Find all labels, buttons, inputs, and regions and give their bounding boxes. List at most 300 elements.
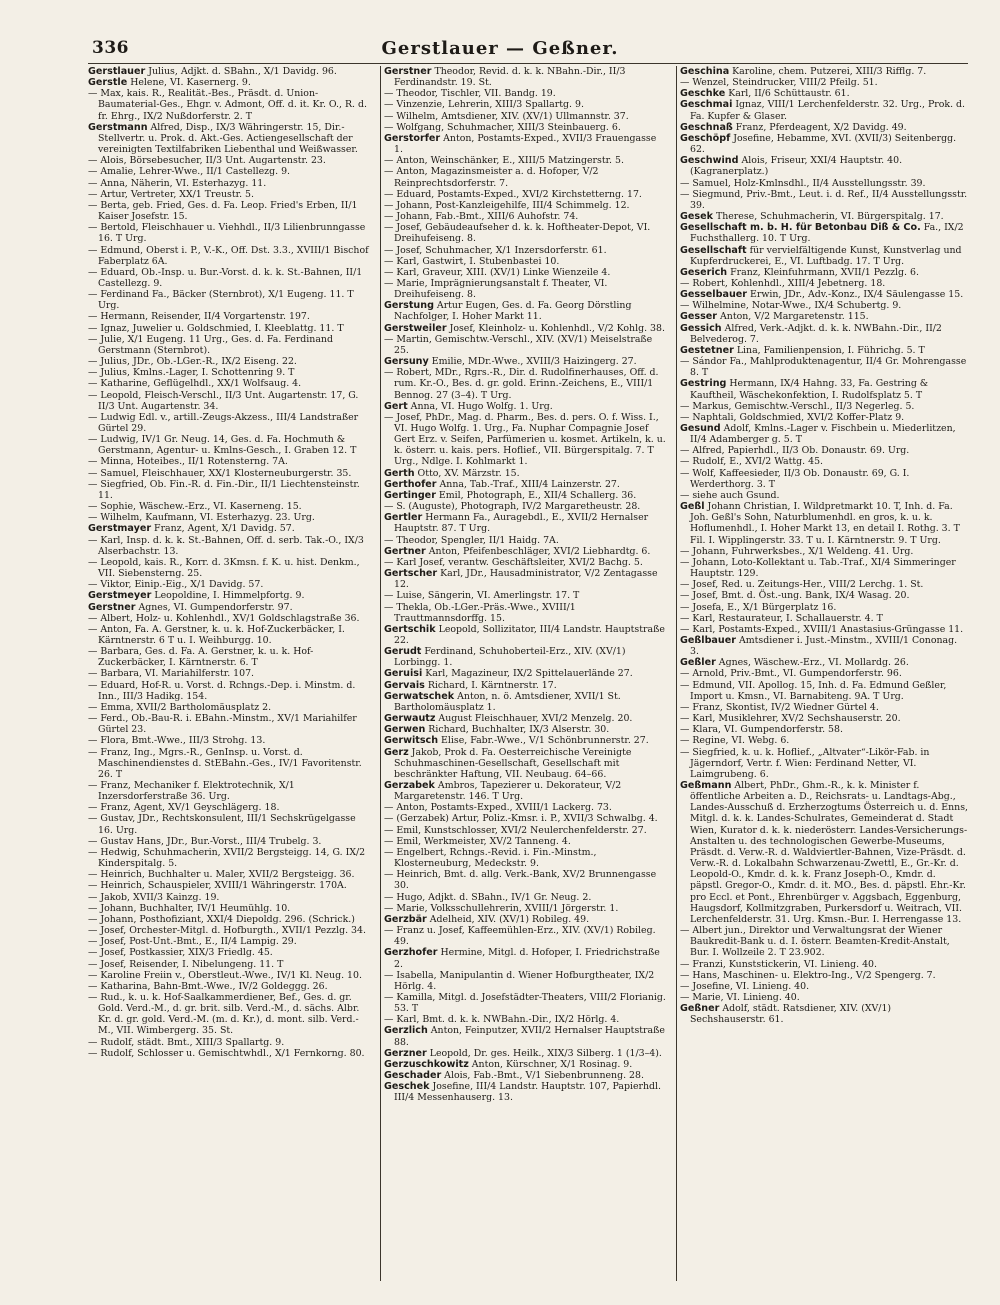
directory-entry [88,579,370,590]
entry-surname: Gertner [384,545,426,557]
entry-surname: Geßner [680,1003,720,1015]
entry-text: Franz, Agent, X/1 Davidg. 57. [151,523,295,535]
entry-text: Alois, Fab.-Bmt., V/1 Siebenbrunneng. 28. [441,1070,644,1082]
directory-entry [88,936,370,947]
entry-text: — Max, kais. R., Realität.-Bes., Präsdt. d. Union-Baumaterial-Ges., Ehgr. v. Admont, Off. d. it. Kr. O., R. d. fr. Ehrg., IX/2 Nußdorferstr. 2. T [88,88,367,122]
entry-text: — Anton, Magazinsmeister a. d. Hofoper, V/2 Reinprechtsdorferstr. 7. [384,166,599,189]
directory-entry [88,200,370,222]
entry-surname: Gerzlich [384,1025,428,1037]
entry-text: — Franz, Agent, XV/1 Geyschlägerg. 18. [88,802,280,814]
directory-entry [384,735,666,746]
directory-entry [88,323,370,334]
entry-surname: Gesund [680,423,721,434]
entry-text: Alfred, Verk.-Adjkt. d. k. k. NWBahn.-Dir., II/2 Belvederog. 7. [690,322,942,345]
entry-surname: Gestring [680,378,727,390]
entry-text: Agnes, VI. Gumpendorferstr. 97. [135,601,293,613]
entry-text: — S. (Auguste), Photograph, IV/2 Margaretheustr. 28. [384,501,641,513]
entry-text: — Johann, Buchhalter, IV/1 Heumühlg. 10. [88,902,291,914]
directory-entry [384,747,666,780]
directory-entry [680,981,968,992]
directory-entry [680,680,968,702]
entry-text: — Arnold, Priv.-Bmt., VI. Gumpendorferstr. 96. [680,668,902,680]
directory-entry [88,970,370,981]
entry-text: — Anton, Weinschänker, E., XIII/5 Matzingerstr. 5. [384,155,624,167]
entry-text: — Alois, Börsebesucher, II/3 Unt. Augartenstr. 23. [88,155,326,167]
directory-entry [384,903,666,914]
directory-entry [680,546,968,557]
entry-surname: Gerz [384,746,409,758]
entry-text: — Ferdinand Fa., Bäcker (Sternbrot), X/1 Eugeng. 11. T Urg. [88,289,354,312]
entry-text: — Karl Josef, verantw. Geschäftsleiter, XVI/2 Bachg. 5. [384,556,643,568]
entry-text: — Josef, Schuhmacher, X/1 Inzersdorferstr. 61. [384,244,607,256]
directory-entry [384,1070,666,1081]
entry-surname: Gerzner [384,1047,427,1059]
directory-entry [88,166,370,177]
entry-text: Ignaz, VIII/1 Lerchenfelderstr. 32. Urg., Prok. d. Fa. Kupfer & Glaser. [690,99,966,122]
entry-text: — Artur, Vertreter, XX/1 Treustr. 5. [88,188,254,200]
entry-text: — Katharine, Geflügelhdl., XX/1 Wolfsaug. 4. [88,378,302,390]
entry-text: — Gustav Hans, JDr., Bur.-Vorst., III/4 Trubelg. 3. [88,835,322,847]
entry-text: für vervielfältigende Kunst, Kunstverlag und Kupferdruckerei, E., VI. Luftbadg. 17. T Urg. [690,244,962,267]
entry-text: Emil, Photograph, E., XII/4 Schallerg. 36. [435,489,637,501]
directory-entry [88,311,370,322]
directory-entry [88,334,370,356]
directory-entry [384,222,666,244]
entry-surname: Gesellschaft m. b. H. für Betonbau Diß & Co. [680,222,921,234]
entry-text: — Karl, Restaurateur, I. Schallauerstr. 4. T [680,612,883,624]
directory-entry [384,501,666,512]
directory-entry [680,133,968,155]
entry-text: — Franz, Ing., Mgrs.-R., GenInsp. u. Vorst. d. Maschinendienstes d. StEBahn.-Ges., IV/1 Favoritenstr. 26. T [88,746,362,780]
entry-text: Anton, Pfeifenbeschläger, XVI/2 Liebhardtg. 6. [425,545,651,557]
entry-surname: Gerstmeyer [88,590,152,602]
directory-entry [680,278,968,289]
directory-entry [384,412,666,468]
directory-entry [384,211,666,222]
directory-entry [680,590,968,601]
entry-text: — Karl, Musiklehrer, XV/2 Sechshauserstr. 20. [680,713,901,725]
directory-entry [384,724,666,735]
directory-entry [680,501,968,546]
entry-text: — Franz, Skontist, IV/2 Wiedner Gürtel 4. [680,701,879,713]
directory-entry [680,267,968,278]
entry-text: — Rudolf, städt. Bmt., XIII/3 Spallartg. 9. [88,1036,285,1048]
entry-text: — Karl, Gastwirt, I. Stubenbastei 10. [384,255,560,267]
directory-entry [88,1037,370,1048]
entry-text: — Josef, PhDr., Mag. d. Pharm., Bes. d. pers. O. f. Wiss. I., VI. Hugo Wolfg. 1. Urg., Fa. Nuphar Compagnie Josef Gert Erz. v. Seifen, Parfümerien u. kosmet. Artikeln, k. u. k. österr. u. kais. pers. Hoflief., VII. Bürgerspitalg. 7. T Urg., Ndlge. I. Kohlmarkt 1. [384,411,666,468]
entry-surname: Gerstorfer [384,132,441,144]
entry-text: Adelheid, XIV. (XV/1) Robileg. 49. [426,913,590,925]
entry-text: — Thekla, Ob.-LGer.-Präs.-Wwe., XVIII/1 Trauttmannsdorffg. 15. [384,601,576,624]
entry-text: — Isabella, Manipulantin d. Wiener Hofburgtheater, IX/2 Hörlg. 4. [384,969,655,992]
directory-entry [88,468,370,479]
entry-text: Josefine, Hebamme, XVI. (XVII/3) Seitenbergg. 62. [690,132,957,156]
entry-text: — Josef, Orchester-Mitgl. d. Hofburgth., XVII/1 Pezzlg. 34. [88,925,366,937]
directory-entry [88,367,370,378]
entry-surname: Geruisi [384,668,423,680]
directory-entry [384,802,666,813]
entry-text: — Franz u. Josef, Kaffeemühlen-Erz., XIV. (XV/1) Robileg. 49. [384,925,656,948]
entry-text: Albert, PhDr., Ghm.-R., k. k. Minister f. öffentliche Arbeiten a. D., Reichsrats- u. Landtags-Abg., Landes-Ausschuß d. Erzherzogtums Österreich u. d. Enns, Mitgl. d. k. k. Landes-Schulrates, Gemeinderat d. Stadt Wien, Kurator d. k. k. niederösterr. Landes-Versicherungs-Anstalten u. des technologischen Gewerbe-Museums, Präsdt. d. Verw.-R. d. Waldviertler-Bahnen, Vize-Präsdt. d. Verw.-R. d. Lokalbahn Schwarzenau-Zwettl, E., Gr.-Kr. d. Leopold-O., Kmdr. d. k. k. Franz Joseph-O., Kmdr. d. päpstl. Gregor-O., Kmdr. d. it. MO., Bes. d. päpstl. Ehr.-Kr. pro Eccl. et Pont., Ehrenbürger v. Aggsbach, Eggenburg, Haugsdorf, Kollmitzgraben, Purkersdorf u. Weitrach, VII. Lerchenfelderstr. 31. Urg. Kmsn.-Bur. I. Herrengasse 13. [690,780,968,925]
entry-text: — Johann, Loto-Kollektant u. Tab.-Traf., XI/4 Simmeringer Hauptstr. 129. [680,556,956,580]
entry-text: Elise, Fabr.-Wwe., V/1 Schönbrunnerstr. 27. [438,735,649,747]
directory-entry [384,680,666,691]
entry-surname: Gesselbauer [680,289,748,301]
directory-entry [88,390,370,412]
page-number: 336 [92,38,129,58]
entry-text: Helene, VI. Kasernerg. 9. [127,77,251,89]
entry-text: — Karl, Bmt. d. k. k. NWBahn.-Dir., IX/2 Hörlg. 4. [384,1014,620,1026]
directory-entry [384,278,666,300]
entry-text: — Heinrich, Schauspieler, XVIII/1 Währingerstr. 170A. [88,880,347,892]
directory-entry [88,1048,370,1059]
entry-text: Emilie, MDr.-Wwe., XVIII/3 Haizingerg. 27. [428,356,637,368]
directory-entry [680,925,968,958]
entry-text: — Albert jun., Direktor und Verwaltungsrat der Wiener Baukredit-Bank u. d. I. österr. Beamten-Kredit-Anstalt, Bur. I. Wollzeile 2. T 23.902. [680,925,950,959]
entry-surname: Gestetner [680,344,734,356]
entry-surname: Gertscher [384,568,438,580]
entry-text: — Luise, Sängerin, VI. Amerlingstr. 17. T [384,590,580,602]
entry-text: — Wenzel, Steindrucker, VIII/2 Pfeilg. 51. [680,77,878,89]
directory-columns [88,66,968,1286]
directory-entry [88,836,370,847]
entry-text: — Klara, VI. Gumpendorferstr. 58. [680,724,843,736]
directory-entry [384,356,666,367]
entry-text: — Ignaz, Juwelier u. Goldschmied, I. Kleeblattg. 11. T [88,322,344,334]
entry-text: Ferdinand, Schuhoberteil-Erz., XIV. (XV/1) Lorbingg. 1. [394,646,626,669]
directory-entry [88,959,370,970]
entry-text: — Siegfried, Ob. Fin.-R. d. Fin.-Dir., II/1 Liechtensteinstr. 11. [88,478,360,501]
column-left [88,66,374,1286]
directory-entry [384,557,666,568]
entry-surname: Gert [384,400,408,412]
directory-entry [88,680,370,702]
entry-text: — Rud., k. u. k. Hof-Saalkammerdiener, Bef., Ges. d. gr. Gold. Verd.-M., d. gr. brit. silb. Verd.-M., d. sächs. Albr. Kr. d. gr. gold. Verd.-M. (m. d. Kr.), d. mont. silb. Verd.-M., VII. Wimbergerg. 35. St. [88,991,360,1037]
entry-text: — Barbara, VI. Mariahilferstr. 107. [88,668,255,680]
entry-text: — Engelbert, Rchngs.-Revid. i. Fin.-Minstm., Klosterneuburg, Medeckstr. 9. [384,846,597,870]
directory-entry [88,668,370,679]
entry-text: — Anton, Fa. A. Gerstner, k. u. k. Hof-Zuckerbäcker, I. Kärntnerstr. 6 T u. I. Weihburgg. 10. [88,623,345,646]
entry-surname: Gerwen [384,724,426,736]
directory-entry [88,189,370,200]
entry-text: — Theodor, Spengler, II/1 Haidg. 7A. [384,534,559,546]
entry-text: Hermann Fa., Auragebdl., E., XVII/2 Hernalser Hauptstr. 87. T Urg. [394,512,649,535]
directory-entry [384,1048,666,1059]
entry-text: Leopold, Sollizitator, III/4 Landstr. Hauptstraße 22. [394,623,665,646]
column-right [680,66,968,1286]
directory-entry [384,590,666,601]
entry-text: — Martin, Gemischtw.-Verschl., XIV. (XV/1) Meiselstraße 25. [384,333,653,356]
directory-entry [384,401,666,412]
entry-text: — Flora, Bmt.-Wwe., III/3 Strohg. 13. [88,735,266,747]
entry-surname: Gerstlauer [88,66,146,77]
entry-text: — Amalie, Lehrer-Wwe., II/1 Castellezg. 9. [88,166,291,178]
entry-text: Anton, Feinputzer, XVII/2 Hernalser Hauptstraße 88. [394,1025,665,1048]
entry-text: — siehe auch Gsund. [680,489,780,501]
entry-surname: Gerstner [384,66,432,77]
entry-text: — Samuel, Fleischhauer, XX/1 Klosterneuburgerstr. 35. [88,467,352,479]
entry-text: — Karoline Freiin v., Oberstleut.-Wwe., IV/1 Kl. Neug. 10. [88,969,362,981]
entry-text: Alfred, Disp., IX/3 Währingerstr. 15, Dir.-Stellvertr. u. Prok. d. Akt.-Ges. Actiengesellschaft der vereinigten Textilfabriken Liebenthal und Weißwasser. [98,121,358,156]
entry-text: — Johann, Post-Kanzleigehilfe, III/4 Schimmelg. 12. [384,199,630,211]
entry-text: — (Gerzabek) Artur, Poliz.-Kmsr. i. P., XVII/3 Schwalbg. 4. [384,813,658,825]
entry-text: Fa., IX/2 Fuchsthallerg. 10. T Urg. [690,222,964,245]
directory-entry [384,200,666,211]
entry-text: — Anton, Postamts-Exped., XVIII/1 Lackerg. 73. [384,802,612,814]
directory-entry [680,624,968,635]
directory-entry [384,535,666,546]
entry-text: Anton, V/2 Margaretenstr. 115. [717,311,869,323]
entry-text: — Minna, Hoteibes., II/1 Rotensterng. 7A. [88,456,288,468]
entry-surname: Gertschik [384,623,436,635]
entry-surname: Gerzbär [384,913,427,925]
entry-text: Otto, XV. Märzstr. 15. [414,467,520,479]
directory-entry [88,66,370,77]
directory-entry [680,189,968,211]
directory-entry [680,401,968,412]
entry-text: — Sándor Fa., Mahlproduktenagentur, II/4 Gr. Mohrengasse 8. T [680,356,967,379]
entry-surname: Geschke [680,88,726,100]
directory-entry [384,367,666,400]
directory-entry [384,111,666,122]
directory-entry [88,356,370,367]
directory-entry [88,245,370,267]
entry-text: — Eduard, Postamts-Exped., XVI/2 Kirchstetterng. 17. [384,188,642,200]
entry-text: Adolf, städt. Ratsdiener, XIV. (XV/1) Sechshauserstr. 61. [690,1003,892,1026]
entry-surname: Gerthofer [384,478,437,490]
entry-text: — Katharina, Bahn-Bmt.-Wwe., IV/2 Goldeggg. 26. [88,980,328,992]
entry-text: — Rudolf, E., XVI/2 Wattg. 45. [680,456,824,468]
directory-entry [680,635,968,657]
directory-entry [680,713,968,724]
entry-text: — Theodor, Tischler, VII. Bandg. 19. [384,88,556,100]
entry-text: Josef, Kleinholz- u. Kohlenhdl., V/2 Kohlg. 38. [446,322,665,334]
entry-text: — Alfred, Papierhdl., II/3 Ob. Donaustr. 69. Urg. [680,445,910,457]
entry-text: Lina, Familienpension, I. Führichg. 5. T [733,344,925,356]
entry-text: — Markus, Gemischtw.-Verschl., II/3 Negerleg. 5. [680,400,915,412]
entry-text: — Karl, Insp. d. k. k. St.-Bahnen, Off. d. serb. Tak.-O., IX/3 Alserbachstr. 13. [88,534,364,557]
entry-surname: Gerstner [88,601,136,613]
entry-surname: Gerstung [384,300,434,312]
directory-entry [384,892,666,903]
directory-entry [680,122,968,133]
directory-entry [680,657,968,668]
directory-entry [384,490,666,501]
directory-entry [384,1081,666,1103]
directory-entry [680,99,968,121]
entry-text: — Siegmund, Priv.-Bmt., Leut. i. d. Ref., II/4 Ausstellungsstr. 39. [680,188,968,211]
entry-surname: Gesser [680,311,718,323]
directory-entry [680,468,968,490]
entry-text: — Hedwig, Schuhmacherin, XVII/2 Bergsteigg. 14, G. IX/2 Kinderspitalg. 5. [88,846,366,870]
directory-entry [384,970,666,992]
directory-entry [88,613,370,624]
directory-entry [680,412,968,423]
entry-surname: Gerstmayer [88,523,152,535]
directory-entry [384,947,666,969]
entry-surname: Geschnaß [680,121,733,133]
entry-text: Anton, n. ö. Amtsdiener, XVII/1 St. Bartholomäusplatz 1. [394,690,621,713]
directory-entry [680,211,968,222]
entry-surname: Geschina [680,66,730,77]
entry-text: — Emil, Werkmeister, XV/2 Tanneng. 4. [384,835,571,847]
entry-surname: Geßl [680,501,705,513]
entry-text: — Wilhelmine, Notar-Wwe., IX/4 Schubertg. 9. [680,300,902,312]
directory-entry [680,490,968,501]
entry-text: Hermine, Mitgl. d. Hofoper, I. Friedrichstraße 2. [394,947,660,970]
entry-surname: Gervais [384,679,425,691]
entry-surname: Geschwind [680,155,739,167]
directory-entry [384,925,666,947]
directory-entry [680,222,968,244]
entry-text: — Josef, Red. u. Zeitungs-Her., VIII/2 Lerchg. 1. St. [680,579,924,591]
entry-text: Alois, Friseur, XXI/4 Hauptstr. 40. (Kagranerplatz.) [690,155,903,178]
entry-text: Johann Christian, I. Wildpretmarkt 10. T, Inh. d. Fa. Joh. Geßl's Sohn, Naturblumenhdl. en gros, k. u. k. Hoflumenhdl., I. Hoher Markt 13, en detail I. Rothg. 3. T Fil. I. Wipplingerstr. 33. T u. I. Kärntnerstr. 9. T Urg. [690,501,960,546]
entry-text: August Fleischhauer, XVI/2 Menzelg. 20. [435,713,633,725]
directory-entry [384,512,666,534]
entry-text: Erwin, JDr., Adv.-Konz., IX/4 Säulengasse 15. [747,289,964,301]
directory-entry [680,735,968,746]
directory-entry [88,713,370,735]
entry-text: — Josef, Postkassier, XIX/3 Friedlg. 45. [88,947,273,959]
entry-text: — Marie, Imprägnierungsanstalt f. Theater, VI. Dreihufeiseng. 8. [384,277,608,301]
directory-entry [88,735,370,746]
entry-text: — Albert, Holz- u. Kohlenhdl., XV/1 Goldschlagstraße 36. [88,612,360,624]
directory-entry [680,378,968,400]
directory-entry [88,434,370,456]
entry-surname: Gerzuschkowitz [384,1058,469,1070]
entry-text: — Josefine, VI. Linieng. 40. [680,980,810,992]
entry-text: Franz, Kleinfuhrmann, XVII/1 Pezzlg. 6. [727,266,919,278]
entry-text: — Hans, Maschinen- u. Elektro-Ing., V/2 Spengerg. 7. [680,969,936,981]
entry-text: Karl, Magazineur, IX/2 Spittelauerlände 27. [422,668,633,680]
entry-text: — Wolf, Kaffeesieder, II/3 Ob. Donaustr. 69, G. I. Werderthorg. 3. T [680,467,910,490]
directory-entry [88,602,370,613]
entry-text: — Josef, Bmt. d. Öst.-ung. Bank, IX/4 Wasag. 20. [680,590,910,602]
entry-text: — Gustav, JDr., Rechtskonsulent, III/1 Sechskrügelgasse 16. Urg. [88,813,356,836]
directory-entry [680,245,968,267]
directory-entry [88,88,370,121]
entry-surname: Gerzhofer [384,947,438,959]
directory-entry [680,311,968,322]
directory-entry [680,959,968,970]
entry-text: Richard, Buchhalter, IX/3 Alserstr. 30. [425,724,610,736]
entry-surname: Geschader [384,1070,442,1082]
directory-entry [384,99,666,110]
directory-entry [88,523,370,534]
directory-entry [680,970,968,981]
directory-entry [384,66,666,88]
entry-surname: Gerwitsch [384,735,439,747]
directory-entry [384,914,666,925]
directory-entry [680,456,968,467]
directory-entry [88,646,370,668]
directory-entry [88,512,370,523]
directory-entry [680,323,968,345]
directory-entry [88,155,370,166]
directory-entry [88,869,370,880]
entry-text: — Hugo, Adjkt. d. SBahn., IV/1 Gr. Neug. 2. [384,891,592,903]
directory-entry [680,668,968,679]
directory-entry [88,802,370,813]
entry-text: — Bertold, Fleischhauer u. Viehhdl., II/3 Lilienbrunngasse 16. T Urg. [88,222,366,245]
entry-text: — Julie, X/1 Eugeng. 11 Urg., Ges. d. Fa. Ferdinand Gerstmann (Sternbrot). [88,333,333,356]
entry-surname: Gerth [384,467,415,479]
entry-text: Artur Eugen, Ges. d. Fa. Georg Dörstling Nachfolger, I. Hoher Markt 11. [394,300,632,323]
entry-text: — Vinzenzie, Lehrerin, XIII/3 Spallartg. 9. [384,99,584,111]
entry-text: Anna, VI. Hugo Wolfg. 1. Urg. [407,400,553,412]
entry-text: — Barbara, Ges. d. Fa. A. Gerstner, k. u. k. Hof-Zuckerbäcker, I. Kärntnerstr. 6. T [88,646,314,669]
directory-entry [88,222,370,244]
entry-text: — Marie, Volksschullehrerin, XVIII/1 Jörgerstr. 1. [384,902,619,914]
directory-entry [680,557,968,579]
directory-entry [680,88,968,99]
entry-text: Agnes, Wäschew.-Erz., VI. Mollardg. 26. [715,657,909,669]
directory-entry [384,713,666,724]
entry-text: Karl, II/6 Schüttaustr. 61. [725,88,850,100]
directory-entry [88,947,370,958]
directory-entry [384,869,666,891]
entry-surname: Geßmann [680,780,732,791]
entry-text: Julius, Adjkt. d. SBahn., X/1 Davidg. 96. [145,66,337,77]
entry-text: — Josefa, E., X/1 Bürgerplatz 16. [680,601,837,613]
directory-entry [88,892,370,903]
directory-entry [384,155,666,166]
directory-entry [680,300,968,311]
entry-text: — Heinrich, Bmt. d. allg. Verk.-Bank, XV/2 Brunnengasse 30. [384,869,657,892]
entry-text: — Heinrich, Buchhalter u. Maler, XVII/2 Bergsteigg. 36. [88,869,355,881]
entry-surname: Gerstweiler [384,322,447,334]
directory-entry [88,479,370,501]
directory-entry [384,133,666,155]
directory-entry [384,668,666,679]
directory-entry [88,992,370,1037]
directory-entry [88,981,370,992]
directory-entry [88,535,370,557]
directory-entry [384,602,666,624]
entry-text: — Eduard, Hof-R. u. Vorst. d. Rchngs.-Dep. i. Minstm. d. Inn., III/3 Hadikg. 154. [88,679,356,702]
entry-text: Adolf, Kmlns.-Lager v. Fischbein u. Miederlitzen, II/4 Adamberger g. 5. T [690,423,956,446]
entry-text: — Ludwig Edl. v., artill.-Zeugs-Akzess., III/4 Landstraßer Gürtel 29. [88,411,359,434]
directory-entry [680,613,968,624]
directory-entry [88,590,370,601]
entry-text: — Berta, geb. Fried, Ges. d. Fa. Leop. Fried's Erben, II/1 Kaiser Josefstr. 15. [88,199,358,223]
header-rule [88,63,968,64]
entry-surname: Gerudt [384,646,422,658]
entry-surname: Gessich [680,322,722,334]
directory-entry [88,903,370,914]
directory-entry [384,479,666,490]
entry-text: Karl, JDr., Hausadministrator, V/2 Zentagasse 12. [394,568,658,591]
entry-surname: Gerzabek [384,780,435,791]
entry-surname: Geßler [680,657,716,669]
entry-text: Hermann, IX/4 Hahng. 33, Fa. Gestring & Kauftheil, Wäschekonfektion, I. Rudolfsplatz 5. T [690,378,929,401]
entry-text: Amtsdiener i. Just.-Minstm., XVIII/1 Cononag. 3. [690,634,958,658]
directory-entry [88,77,370,88]
directory-entry [384,468,666,479]
entry-text: Anton, Kürschner, X/1 Rosinag. 9. [468,1058,633,1070]
entry-text: — Ludwig, IV/1 Gr. Neug. 14, Ges. d. Fa. Hochmuth & Gerstmann, Agentur- u. Kmlns-Gesch., I. Graben 12. T [88,434,357,457]
entry-text: — Leopold, Fleisch-Verschl., II/3 Unt. Augartenstr. 17, G. II/3 Unt. Augartenstr. 34. [88,389,359,412]
entry-text: Josefine, III/4 Landstr. Hauptstr. 107, Papierhdl. III/4 Messenhauserg. 13. [394,1081,662,1104]
entry-text: — Regine, VI. Webg. 6. [680,735,790,747]
entry-text: — Robert, Kohlenhdl., XIII/4 Jebetnerg. 18. [680,277,886,289]
directory-entry [88,847,370,869]
entry-surname: Gerstmann [88,121,148,133]
directory-entry [384,1059,666,1070]
entry-text: — Leopold, kais. R., Korr. d. 3Kmsn. f. K. u. hist. Denkm., VII. Siebensterng. 25. [88,556,360,580]
directory-entry [384,813,666,824]
